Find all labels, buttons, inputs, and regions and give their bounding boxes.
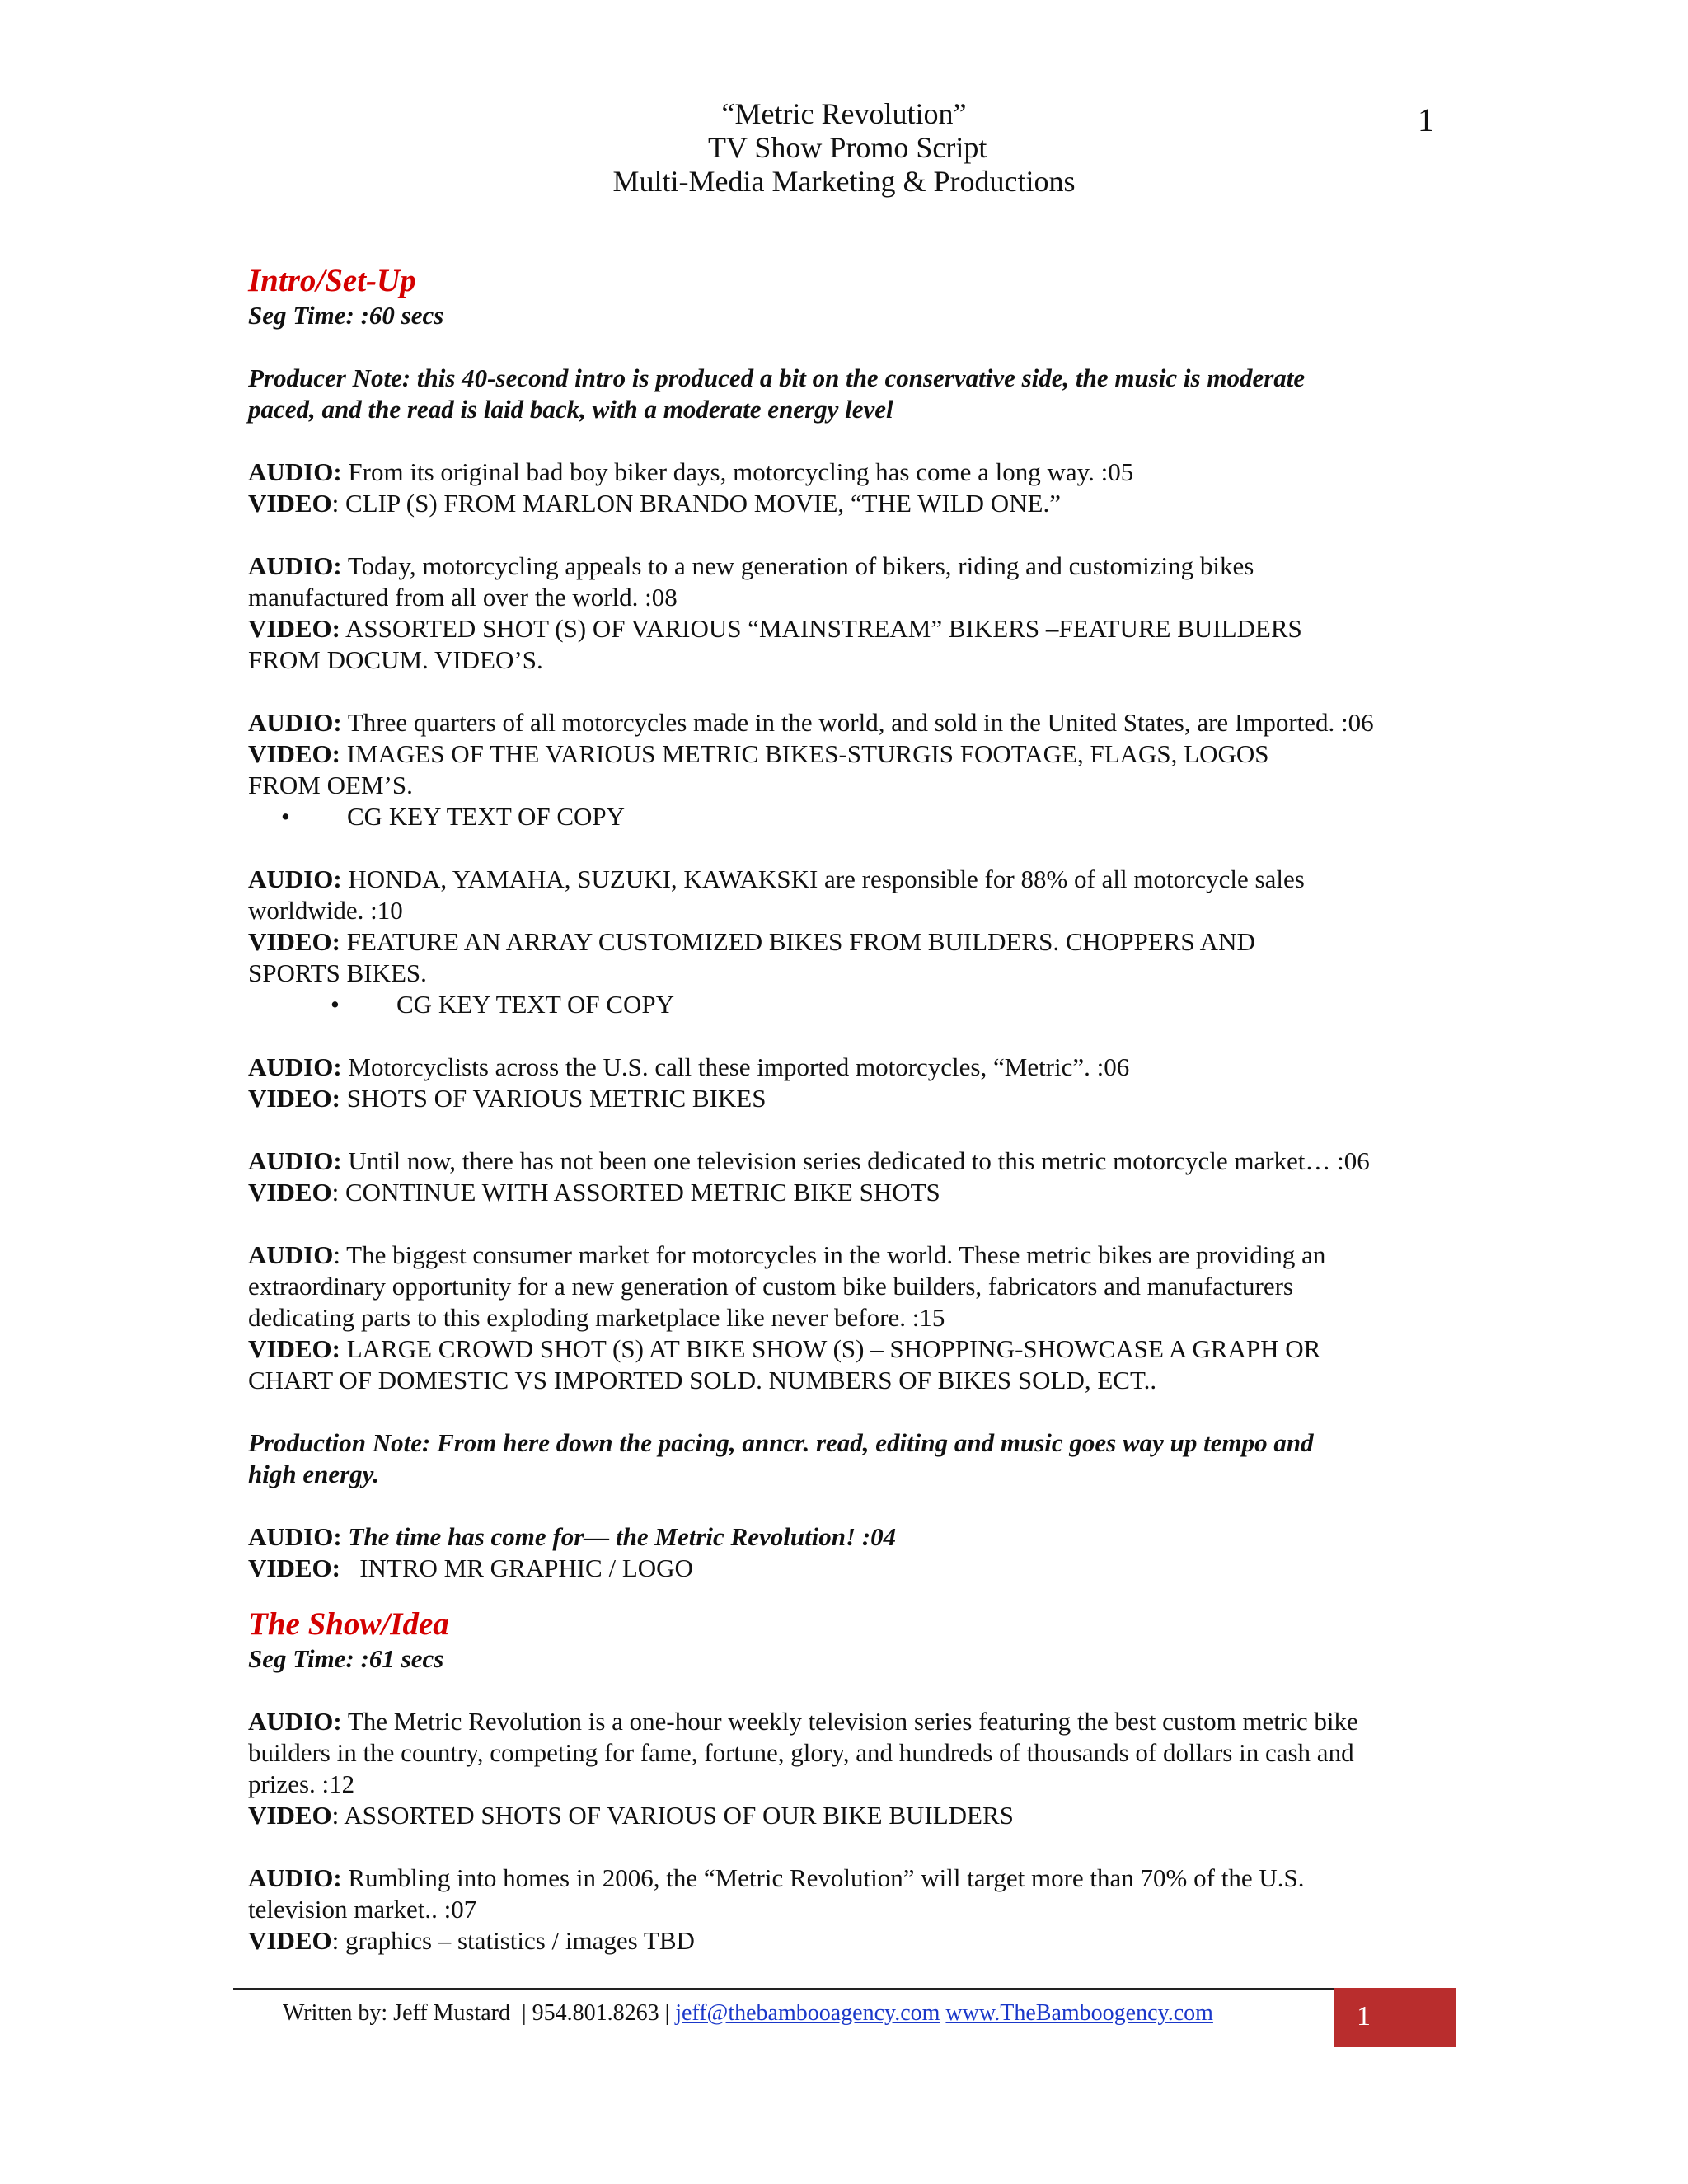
- video-line: VIDEO: IMAGES OF THE VARIOUS METRIC BIKES-STURGIS FOOTAGE, FLAGS, LOGOS: [248, 739, 1269, 768]
- audio-line: AUDIO: Three quarters of all motorcycles made in the world, and sold in the United States, are Imported. :06: [248, 708, 1374, 737]
- script-entry: AUDIO: Three quarters of all motorcycles made in the world, and sold in the United States, are Imported. :06 VIDEO: IMAGES OF THE VARIOUS METRIC BIKES-STURGIS FOOTAGE, FLAGS, LOGOS FROM OEM’S. • CG KEY TEXT OF COPY: [248, 707, 1451, 832]
- script-entry: [248, 1146, 1451, 1208]
- audio-label: AUDIO:: [248, 708, 342, 737]
- audio-label: AUDIO:: [248, 551, 342, 580]
- audio-line: AUDIO: Today, motorcycling appeals to a new generation of bikers, riding and customizing bikes: [248, 551, 1254, 580]
- video-label: VIDEO:: [248, 1334, 340, 1363]
- script-entry: AUDIO: Today, motorcycling appeals to a new generation of bikers, riding and customizing bikes manufactured from all over the world. :08 VIDEO: ASSORTED SHOT (S) OF VARIOUS “MAINSTREAM” BIKERS –FEATURE BUILDERS FROM DOCUM. VIDEO’S.: [248, 551, 1451, 676]
- video-line: VIDEO: LARGE CROWD SHOT (S) AT BIKE SHOW (S) – SHOPPING-SHOWCASE A GRAPH OR: [248, 1334, 1321, 1363]
- bullet-icon: •: [281, 802, 290, 831]
- script-entry: AUDIO: HONDA, YAMAHA, SUZUKI, KAWAKSKI are responsible for 88% of all motorcycle sales worldwide. :10 VIDEO: FEATURE AN ARRAY CUSTOMIZED BIKES FROM BUILDERS. CHOPPERS AND SPORTS BIKES. • CG KEY TEXT OF COPY: [248, 864, 1451, 1020]
- video-label: VIDEO: [248, 1801, 332, 1830]
- audio-line: AUDIO: From its original bad boy biker days, motorcycling has come a long way. :05: [248, 457, 1134, 486]
- script-subtitle: TV Show Promo Script: [701, 131, 987, 164]
- video-label: VIDEO: [248, 489, 332, 518]
- video-label: VIDEO: [248, 1926, 332, 1955]
- audio-line: AUDIO: Rumbling into homes in 2006, the “Metric Revolution” will target more than 70% of the U.S.: [248, 1863, 1305, 1892]
- section-title-intro: Intro/Set-Up: [248, 263, 416, 298]
- audio-line: AUDIO: Until now, there has not been one television series dedicated to this metric motorcycle market… :06: [248, 1146, 1370, 1175]
- bullet-item: • CG KEY TEXT OF COPY: [331, 990, 675, 1019]
- script-body: [248, 262, 1451, 1988]
- production-note: Production Note: From here down the pacing, anncr. read, editing and music goes way up tempo and high energy.: [248, 1428, 1314, 1488]
- audio-label: AUDIO: [248, 1240, 334, 1269]
- company-name: Multi-Media Marketing & Productions: [612, 165, 1076, 198]
- video-line: VIDEO: graphics – statistics / images TBD: [248, 1926, 695, 1955]
- seg-time: Seg Time: :61 secs: [248, 1644, 444, 1673]
- footer-page-badge: [1334, 1988, 1456, 2047]
- script-entry: [248, 1052, 1451, 1114]
- script-entry: AUDIO: Rumbling into homes in 2006, the “Metric Revolution” will target more than 70% of the U.S. television market.. :07 VIDEO: graphics – statistics / images TBD: [248, 1863, 1451, 1957]
- video-line: VIDEO: CLIP (S) FROM MARLON BRANDO MOVIE, “THE WILD ONE.”: [248, 489, 1061, 518]
- video-label: VIDEO:: [248, 927, 340, 956]
- video-line: VIDEO: ASSORTED SHOT (S) OF VARIOUS “MAINSTREAM” BIKERS –FEATURE BUILDERS: [248, 614, 1302, 643]
- audio-label: AUDIO:: [248, 457, 342, 486]
- footer: [283, 1999, 1354, 2027]
- video-line: VIDEO: ASSORTED SHOTS OF VARIOUS OF OUR BIKE BUILDERS: [248, 1801, 1014, 1830]
- website-link[interactable]: www.TheBamboogency.com: [945, 2000, 1213, 2026]
- script-entry: AUDIO: The Metric Revolution is a one-hour weekly television series featuring the best custom metric bike builders in the country, competing for fame, fortune, glory, and hundreds of thousands of dollars in cash and prizes. :12 VIDEO: ASSORTED SHOTS OF VARIOUS OF OUR BIKE BUILDERS: [248, 1706, 1451, 1831]
- footer-page-number: 1: [1357, 2001, 1371, 2032]
- bullet-item: • CG KEY TEXT OF COPY: [281, 802, 626, 831]
- script-entry: [248, 1521, 1451, 1584]
- producer-note: Producer Note: this 40-second intro is produced a bit on the conservative side, the music is moderate paced, and the read is laid back, with a moderate energy level: [248, 363, 1306, 424]
- bullet-icon: •: [331, 990, 340, 1019]
- footer-divider: [233, 1988, 1334, 1990]
- video-label: VIDEO:: [248, 739, 340, 768]
- footer-author: Written by: Jeff Mustard | 954.801.8263 |: [283, 2000, 676, 2026]
- video-line: VIDEO: FEATURE AN ARRAY CUSTOMIZED BIKES FROM BUILDERS. CHOPPERS AND: [248, 927, 1255, 956]
- video-line: VIDEO: INTRO MR GRAPHIC / LOGO: [248, 1554, 693, 1582]
- video-line: VIDEO: CONTINUE WITH ASSORTED METRIC BIKE SHOTS: [248, 1178, 940, 1207]
- audio-label: AUDIO:: [248, 1146, 342, 1175]
- audio-label: AUDIO:: [248, 1863, 342, 1892]
- video-label: VIDEO: [248, 1178, 332, 1207]
- audio-line: AUDIO: The Metric Revolution is a one-hour weekly television series featuring the best custom metric bike: [248, 1707, 1358, 1736]
- audio-line: AUDIO: The time has come for— the Metric Revolution! :04: [248, 1522, 897, 1551]
- video-label: VIDEO:: [248, 1084, 340, 1113]
- audio-label: AUDIO:: [248, 1707, 342, 1736]
- video-line: VIDEO: SHOTS OF VARIOUS METRIC BIKES: [248, 1084, 767, 1113]
- audio-label: AUDIO:: [248, 865, 342, 893]
- audio-line: AUDIO: The biggest consumer market for motorcycles in the world. These metric bikes are providing an: [248, 1240, 1326, 1269]
- audio-line: AUDIO: Motorcyclists across the U.S. call these imported motorcycles, “Metric”. :06: [248, 1052, 1130, 1081]
- script-entry: AUDIO: The biggest consumer market for motorcycles in the world. These metric bikes are providing an extraordinary opportunity for a new generation of custom bike builders, fabricators and manufacturers dedicating parts to this exploding marketplace like never before. :15 VIDEO: LARGE CROWD SHOT (S) AT BIKE SHOW (S) – SHOPPING-SHOWCASE A GRAPH OR CHART OF DOMESTIC VS IMPORTED SOLD. NUMBERS OF BIKES SOLD, ECT..: [248, 1240, 1451, 1396]
- script-title: “Metric Revolution”: [721, 97, 967, 130]
- section-title-show: The Show/Idea: [248, 1606, 449, 1642]
- page-number: 1: [1418, 101, 1434, 138]
- audio-line: AUDIO: HONDA, YAMAHA, SUZUKI, KAWAKSKI are responsible for 88% of all motorcycle sales: [248, 865, 1305, 893]
- seg-time: Seg Time: :60 secs: [248, 301, 444, 330]
- video-label: VIDEO:: [248, 1554, 340, 1582]
- audio-label: AUDIO:: [248, 1052, 342, 1081]
- script-entry: [248, 457, 1451, 519]
- audio-label: AUDIO:: [248, 1522, 342, 1551]
- video-label: VIDEO:: [248, 614, 340, 643]
- document-header: [0, 97, 1688, 199]
- email-link[interactable]: jeff@thebambooagency.com: [675, 2000, 940, 2026]
